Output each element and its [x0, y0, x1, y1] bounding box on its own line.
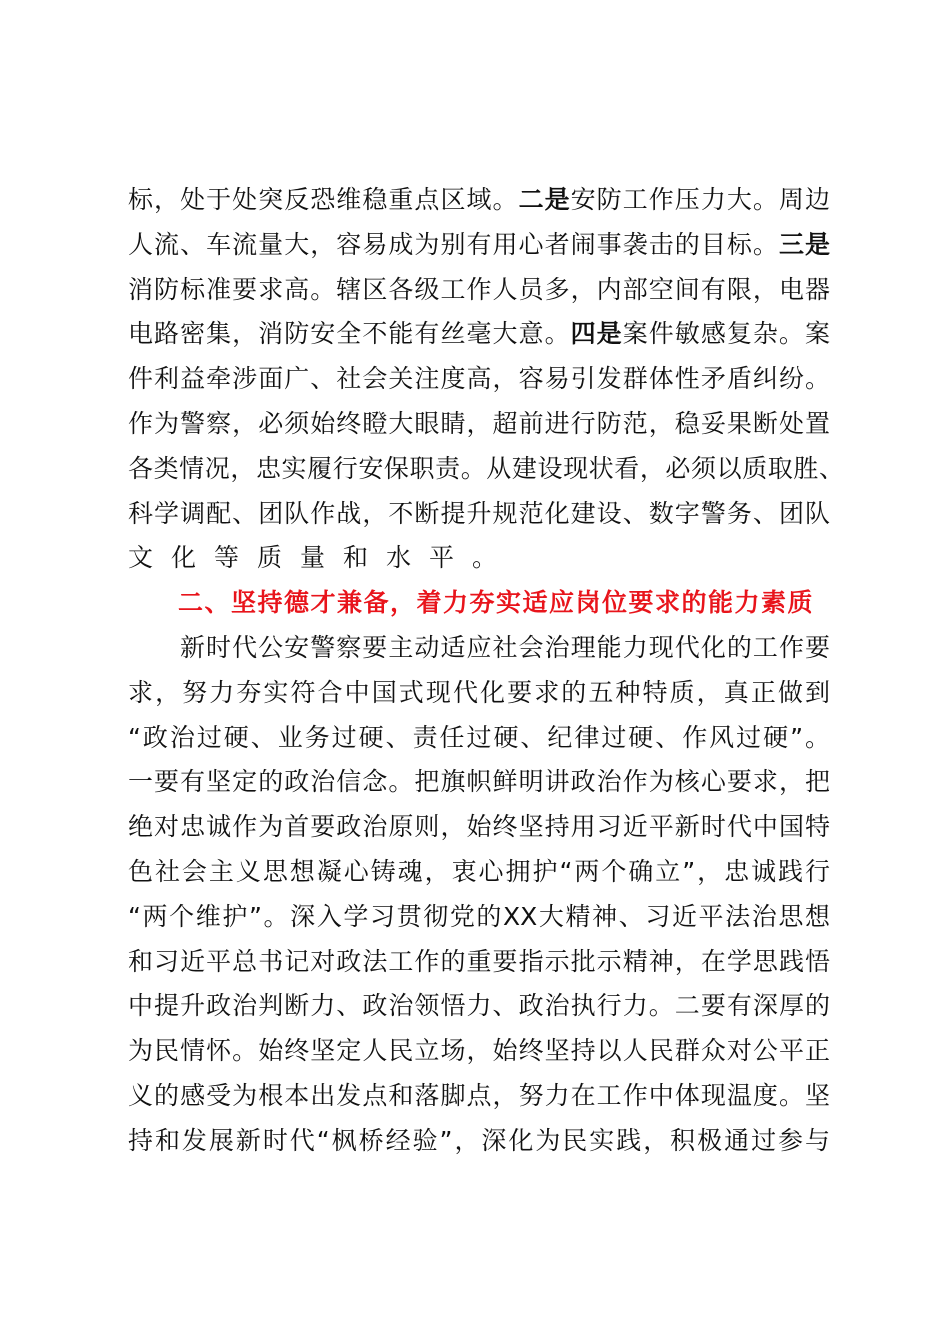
text-line	[128, 223, 830, 268]
text-line	[128, 716, 830, 761]
text-segment: 绝对忠诚作为首要政治原则，始终坚持用习近平新时代中国特	[128, 812, 830, 842]
text-line	[128, 671, 830, 716]
text-segment: 作为警察，必须始终瞪大眼睛，超前进行防范，稳妥果断处置	[128, 408, 830, 438]
bold-text-segment: 二是	[518, 185, 571, 214]
text-segment: 色社会主义思想凝心铸魂，衷心拥护“两个确立”，忠诚践行	[128, 856, 830, 886]
text-segment: 文化等质量和水平。	[128, 543, 516, 573]
text-segment: 电路密集，消防安全不能有丝毫大意。	[128, 319, 571, 349]
text-line	[128, 850, 830, 895]
text-line	[128, 760, 830, 805]
text-line	[128, 536, 830, 581]
text-segment: 科学调配、团队作战，不断提升规范化建设、数字警务、团队	[128, 498, 830, 528]
text-segment: 各类情况，忠实履行安保职责。从建设现状看，必须以质取胜、	[128, 453, 844, 483]
text-line	[128, 268, 830, 313]
text-line	[128, 312, 830, 357]
text-line	[128, 895, 830, 940]
text-segment: 安防工作压力大。周边	[570, 185, 830, 214]
bold-text-segment: 三是	[778, 229, 830, 259]
text-line	[128, 940, 830, 985]
text-segment: 求，努力夯实符合中国式现代化要求的五种特质，真正做到	[128, 677, 830, 707]
section-heading	[128, 581, 830, 626]
text-segment: 件利益牵涉面广、社会关注度高，容易引发群体性矛盾纠纷。	[128, 364, 830, 394]
text-segment: 持和发展新时代“枫桥经验”，深化为民实践，积极通过参与	[128, 1125, 830, 1155]
text-line	[128, 1029, 830, 1074]
text-segment: 中提升政治判断力、政治领悟力、政治执行力。二要有深厚的	[128, 991, 830, 1021]
text-line	[128, 984, 830, 1029]
text-segment: 义的感受为根本出发点和落脚点，努力在工作中体现温度。坚	[128, 1080, 830, 1110]
text-segment: 消防标准要求高。辖区各级工作人员多，内部空间有限，电器	[128, 274, 830, 304]
text-segment: 一要有坚定的政治信念。把旗帜鲜明讲政治作为核心要求，把	[128, 767, 830, 797]
text-line	[128, 1119, 830, 1164]
text-segment: “两个维护”。深入学习贯彻党的XX大精神、习近平法治思想	[128, 901, 830, 931]
text-segment: 人流、车流量大，容易成为别有用心者闹事袭击的目标。	[128, 229, 779, 259]
text-line	[128, 1074, 830, 1119]
text-line	[128, 626, 830, 671]
text-segment: 为民情怀。始终坚定人民立场，始终坚持以人民群众对公平正	[128, 1036, 830, 1066]
text-segment: “政治过硬、业务过硬、责任过硬、纪律过硬、作风过硬”。	[128, 722, 830, 752]
text-line	[128, 492, 830, 537]
text-line	[128, 178, 830, 223]
text-segment: 标，处于处突反恐维稳重点区域。	[128, 185, 519, 214]
text-line	[128, 357, 830, 402]
bold-text-segment: 四是	[570, 319, 623, 349]
document-body	[128, 178, 844, 1164]
text-line	[128, 805, 830, 850]
text-line	[128, 447, 844, 492]
text-segment: 案件敏感复杂。案	[622, 319, 830, 349]
text-segment: 和习近平总书记对政法工作的重要指示批示精神，在学思践悟	[128, 946, 830, 976]
text-segment: 新时代公安警察要主动适应社会治理能力现代化的工作要	[180, 632, 830, 662]
text-line	[128, 402, 830, 447]
text-segment: 二、坚持德才兼备，着力夯实适应岗位要求的能力素质	[178, 588, 815, 618]
